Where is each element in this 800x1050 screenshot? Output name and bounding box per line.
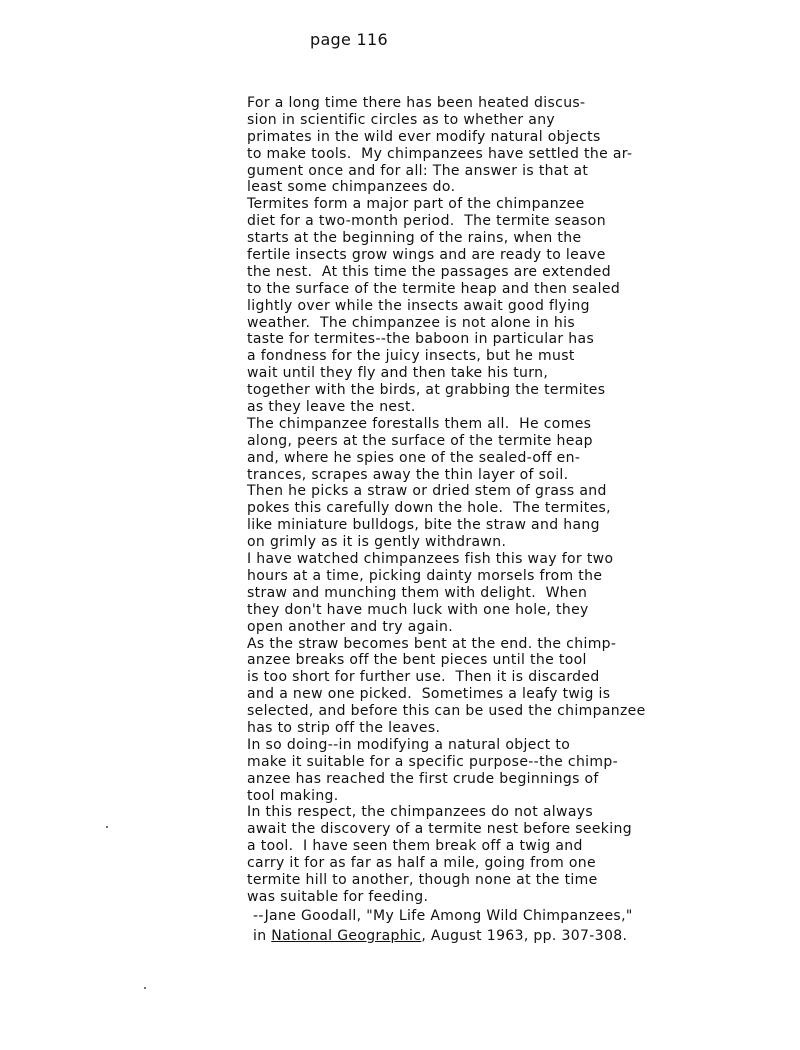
text-line: straw and munching them with delight. When (247, 584, 588, 601)
text-line: and a new one picked. Sometimes a leafy twig is (247, 686, 611, 703)
text-line: on grimly as it is gently withdrawn. (247, 534, 507, 551)
text-line: like miniature bulldogs, bite the straw and hang (247, 517, 600, 534)
text-line: selected, and before this can be used the chimpanzee (247, 703, 646, 720)
text-line: weather. The chimpanzee is not alone in his (247, 314, 576, 331)
text-line: anzee has reached the first crude beginnings of (247, 770, 599, 787)
citation-source (253, 926, 703, 946)
text-line: together with the birds, at grabbing the termites (247, 382, 606, 399)
text-line: make it suitable for a specific purpose--the chimp- (247, 753, 619, 770)
text-line: anzee breaks off the bent pieces until the tool (247, 652, 587, 669)
text-line: along, peers at the surface of the termite heap (247, 432, 593, 449)
text-line: starts at the beginning of the rains, when the (247, 230, 582, 247)
text-line: is too short for further use. Then it is discarded (247, 669, 600, 686)
body-text (247, 95, 697, 906)
text-line: to the surface of the termite heap and then sealed (247, 280, 621, 297)
text-line: hours at a time, picking dainty morsels from the (247, 567, 603, 584)
text-line: they don't have much luck with one hole, they (247, 601, 589, 618)
text-line: diet for a two-month period. The termite season (247, 213, 606, 230)
text-line: carry it for as far as half a mile, going from one (247, 855, 596, 872)
text-line: the nest. At this time the passages are extended (247, 263, 611, 280)
text-line: and, where he spies one of the sealed-off en- (247, 449, 581, 466)
text-line: In so doing--in modifying a natural object to (247, 736, 571, 753)
text-line: a fondness for the juicy insects, but he must (247, 348, 575, 365)
text-line: termite hill to another, though none at the time (247, 871, 598, 888)
margin-speck-upper (106, 826, 108, 828)
text-line: as they leave the nest. (247, 399, 416, 416)
page-number: page 116 (310, 30, 388, 49)
text-line: gument once and for all: The answer is that at (247, 162, 589, 179)
text-line: pokes this carefully down the hole. The termites, (247, 500, 611, 517)
text-line: least some chimpanzees do. (247, 179, 456, 196)
citation-date-pages: , August 1963, pp. 307-308. (421, 928, 628, 944)
publication-name: National Geographic (271, 928, 422, 944)
text-line: In this respect, the chimpanzees do not always (247, 804, 594, 821)
text-line: The chimpanzee forestalls them all. He comes (247, 415, 592, 432)
citation (253, 906, 703, 946)
text-line: was suitable for feeding. (247, 888, 429, 905)
text-line: I have watched chimpanzees fish this way for two (247, 551, 614, 568)
text-line: wait until they fly and then take his turn, (247, 365, 549, 382)
text-line: a tool. I have seen them break off a twig and (247, 838, 583, 855)
text-line: sion in scientific circles as to whether any (247, 111, 556, 128)
margin-speck-lower (144, 987, 146, 989)
text-line: For a long time there has been heated discus- (247, 95, 586, 111)
text-line: taste for termites--the baboon in particular has (247, 331, 595, 348)
text-line: tool making. (247, 787, 339, 804)
citation-prefix: in (253, 928, 272, 944)
text-line: Then he picks a straw or dried stem of grass and (247, 483, 607, 500)
text-line: Termites form a major part of the chimpanzee (247, 196, 585, 213)
text-line: primates in the wild ever modify natural objects (247, 128, 601, 145)
text-line: fertile insects grow wings and are ready to leave (247, 247, 606, 264)
text-line: lightly over while the insects await good flying (247, 297, 590, 314)
citation-author-title: --Jane Goodall, "My Life Among Wild Chimpanzees," (253, 908, 633, 924)
text-line: has to strip off the leaves. (247, 719, 441, 736)
text-line: trances, scrapes away the thin layer of soil. (247, 466, 569, 483)
text-line: As the straw becomes bent at the end. the chimp- (247, 635, 617, 652)
text-line: await the discovery of a termite nest before seeking (247, 821, 632, 838)
text-line: open another and try again. (247, 618, 454, 635)
text-line: to make tools. My chimpanzees have settled the ar- (247, 145, 633, 162)
